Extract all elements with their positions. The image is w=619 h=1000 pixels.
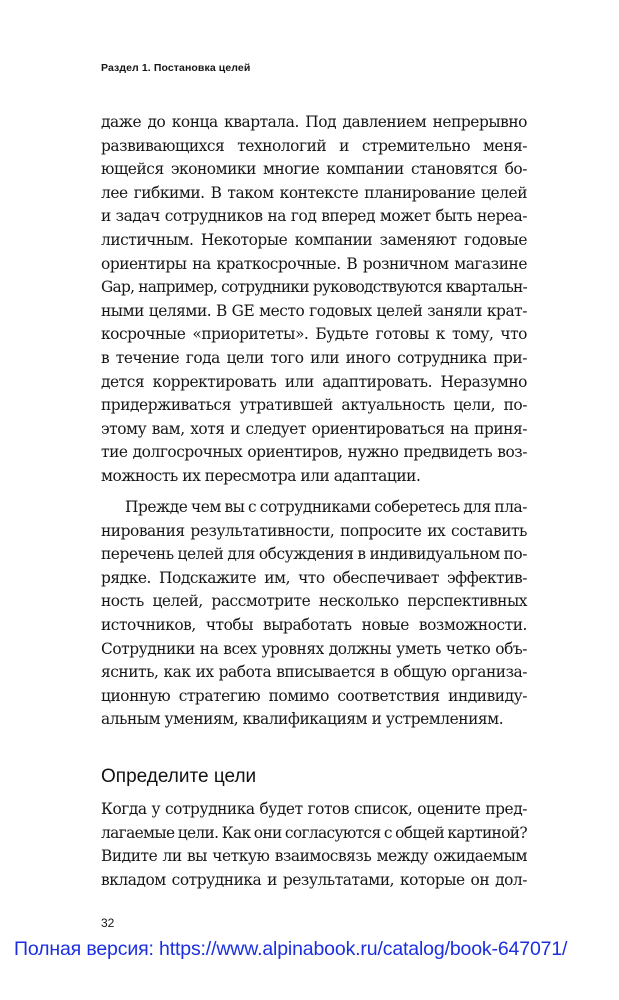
text-line: косрочные «приоритеты». Будьте готовы к тому, что — [101, 325, 527, 344]
text-line: яснить, как их работа вписывается в общую организа- — [101, 663, 527, 682]
paragraph-3 — [101, 798, 527, 892]
text-line: ориентиры на краткосрочные. В розничном магазине — [101, 254, 527, 273]
full-version-link[interactable]: Полная версия: https://www.alpinabook.ru/catalog/book-647071/ — [14, 938, 568, 960]
text-line: Сотрудники на всех уровнях должны уметь четко объ- — [101, 639, 527, 658]
text-line: тие долгосрочных ориентиров, нужно предвидеть воз- — [101, 443, 527, 462]
text-line: перечень целей для обсуждения в индивидуальном по- — [101, 545, 527, 564]
section-heading: Определите цели — [101, 766, 257, 787]
text-line: рядке. Подскажите им, что обеспечивает эффектив- — [101, 568, 527, 587]
text-line: Видите ли вы четкую взаимосвязь между ожидаемым — [101, 847, 527, 866]
text-line: источников, чтобы выработать новые возможности. — [101, 615, 527, 634]
text-line: ность целей, рассмотрите несколько перспективных — [101, 592, 527, 611]
text-line: вкладом сотрудника и результатами, которые он дол- — [101, 870, 527, 889]
text-line: Gap, например, сотрудники руководствуются квартальн- — [101, 278, 527, 297]
text-line: Прежде чем вы с сотрудниками соберетесь для пла- — [125, 498, 527, 516]
text-line: развивающихся технологий и стремительно меня- — [101, 136, 527, 155]
text-line: лагаемые цели. Как они согласуются с общей картиной? — [101, 823, 527, 842]
page-number: 32 — [101, 916, 115, 930]
paragraph-2 — [101, 496, 527, 732]
text-line: ционную стратегию помимо соответствия индивиду- — [101, 686, 527, 705]
text-line: даже до конца квартала. Под давлением непрерывно — [101, 113, 527, 131]
text-line: Когда у сотрудника будет готов список, оцените пред- — [101, 800, 527, 818]
running-head: Раздел 1. Постановка целей — [101, 62, 251, 74]
text-line: дется корректировать или адаптировать. Неразумно — [101, 372, 527, 391]
text-line: этому вам, хотя и следует ориентироваться на приня- — [101, 419, 527, 438]
text-line: и задач сотрудников на год вперед может быть нереа- — [101, 207, 527, 226]
text-line: листичным. Некоторые компании заменяют годовые — [101, 230, 527, 249]
text-line: ными целями. В GE место годовых целей заняли крат- — [101, 301, 527, 320]
paragraph-1 — [101, 111, 527, 489]
text-line: придерживаться утратившей актуальность цели, по- — [101, 396, 527, 415]
text-line: альным умениям, квалификациям и устремлениям. — [101, 710, 504, 729]
text-line: можность их пересмотра или адаптации. — [101, 466, 421, 485]
text-line: нирования результативности, попросите их составить — [101, 521, 527, 540]
text-line: в течение года цели того или иного сотрудника при- — [101, 348, 527, 367]
text-line: лее гибкими. В таком контексте планирование целей — [101, 183, 527, 202]
text-line: ющейся экономики многие компании становятся бо- — [101, 160, 527, 179]
